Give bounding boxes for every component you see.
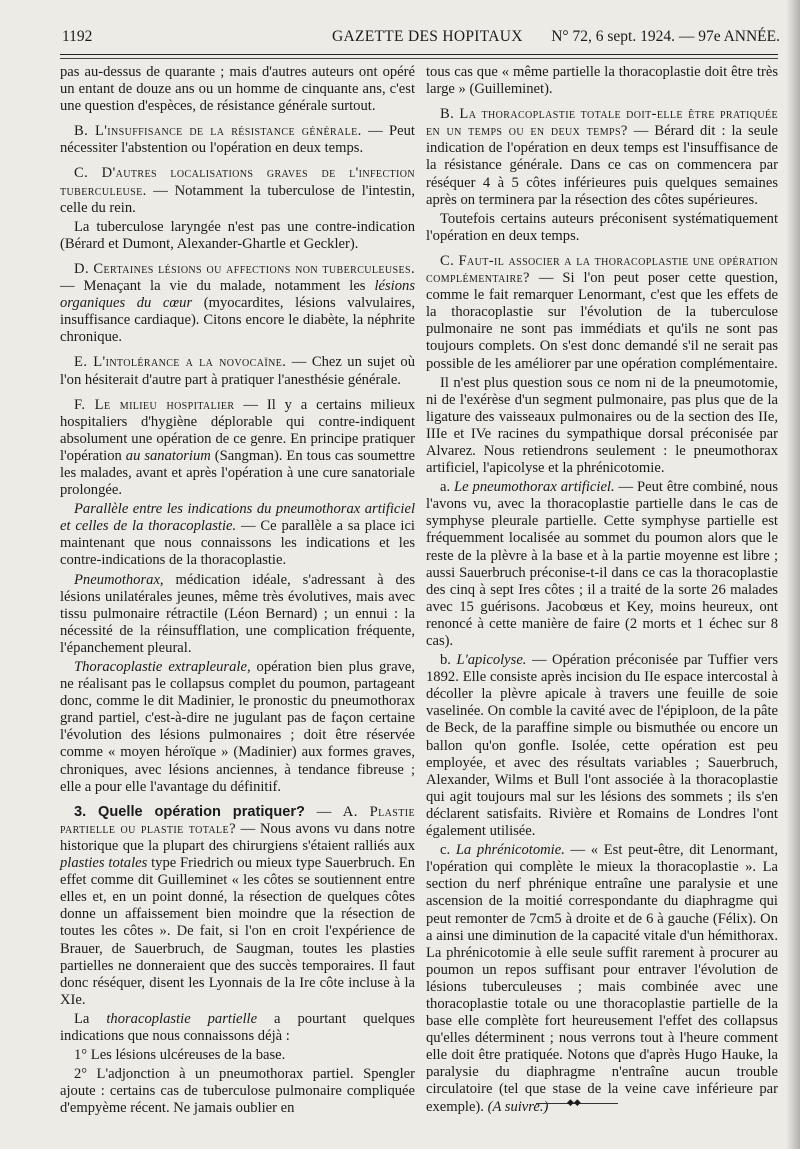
section-heading: F. Le milieu hospitalier	[74, 396, 235, 413]
paragraph: C. D'autres localisations graves de l'infection tuberculeuse. — Notamment la tuberculose de l'intestin, celle du rein.	[60, 165, 415, 216]
header-rule-thin	[60, 58, 778, 59]
paragraph: 3. Quelle opération pratiquer? — A. Plastie partielle ou plastie totale? — Nous avons vu dans notre historique que la plupart des chirurgiens s'étaient ralliés aux plasties totales type Friedrich ou mieux type Sauerbruch. En effet comme dit Guilleminet « les côtes se soutiennent entre elles et, en un point donné, la résection de quelques côtes donne un affaissement bien moindre que la résection de toutes les côtes ». De fait, si l'on en croit l'expérience de Brauer, de Sauerbruch, de Saugman, toutes les plasties partielles ne donneraient que des succès temporaires. Il faut donc réséquer, disent les Lyonnais de la Ire côte incluse à la XIe.	[60, 803, 415, 1008]
section-heading: Parallèle entre les indications du pneumothorax artificiel et celles de la thoracoplastie.	[60, 501, 415, 535]
paragraph: B. L'insuffisance de la résistance générale. — Peut nécessiter l'abstention ou l'opération en deux temps.	[60, 123, 415, 157]
paragraph: F. Le milieu hospitalier — Il y a certains milieux hospitaliers d'hygiène déplorable qui contre-indiquent absolument une opération de ce genre. En principe pratiquer l'opération au sanatorium (Sangman). En tous cas soumettre les malades, avant et après l'opération à une cure sanatoriale prolongée.	[60, 396, 415, 499]
list-item: 1° Les lésions ulcéreuses de la base.	[74, 1047, 286, 1064]
paragraph: pas au-dessus de quarante ; mais d'autres auteurs ont opéré un entant de douze ans ou un homme de cinquante ans, c'est une question d'espèces, de résistance générale surtout.	[60, 64, 415, 115]
continued-note: (A suivre.)	[487, 1098, 549, 1115]
section-heading: C. D'autres localisations graves de l'infection tuberculeuse.	[60, 165, 415, 199]
page-header	[62, 28, 780, 50]
section-heading: C. Faut-il associer a la thoracoplastie une opération complémentaire?	[426, 252, 778, 287]
paragraph: b. L'apicolyse. — Opération préconisée par Tuffier vers 1892. Elle consiste après incision du IIe espace intercostal à décoller la plèvre apicale à travers une feuille de soie vaselinée. On comble la cavité avec de l'épiploon, de la pâte de Beck, de la paraffine simple ou bismuthée ou encore un ballon qu'on gonfle. Isolée, cette opération est peu employée, et avec des résultats variables ; Sauerbruch, Alexander, Wilms et Bull l'ont associée à la thoracoplastie qui agit toujours mal sur les lésions des sommets ; ils s'en déclarent satisfaits. Rivière et Romains de Londres l'ont également utilisée.	[426, 652, 779, 840]
paragraph: Parallèle entre les indications du pneumothorax artificiel et celles de la thoracoplastie. — Ce parallèle a sa place ici maintenant que nous connaissons les indications et les contre-indications de la thoracoplastie.	[60, 501, 415, 569]
paragraph: C. Faut-il associer a la thoracoplastie une opération complémentaire? — Si l'on peut poser cette question, comme le fait remarquer Lenormant, c'est que les effets de la thoracoplastie sur l'évolution de la tuberculose pulmonaire ne sont pas immédiats et qu'ils ne sont pas toujours complets. On s'est donc demandé s'il ne serait pas possible de les améliorer par une opération complémentaire.	[426, 252, 778, 372]
paragraph: La thoracoplastie partielle a pourtant quelques indications que nous connaissons déjà :	[60, 1010, 415, 1044]
paragraph: Il n'est plus question sous ce nom ni de la pneumotomie, ni de l'exérèse d'un segment pulmonaire, pas plus que de la ligature des vaisseaux pulmonaires ou de la section des IIe, IIIe et IVe racines du sympathique dorsal préconisée par Alvarez. Nous retiendrons seulement : le pneumothorax artificiel, l'apicolyse et la phrénicotomie.	[426, 374, 778, 477]
section-heading: Le pneumothorax artificiel.	[454, 479, 615, 496]
section-heading: E. L'intolérance a la novocaïne.	[74, 354, 287, 371]
paragraph: Thoracoplastie extrapleurale, opération bien plus grave, ne réalisant pas le collapsus complet du poumon, partageant donc, comme le dit Madinier, le pronostic du pneumothorax grand partiel, c'est-à-dire ne jugulant pas de façon certaine l'évolution des lésions pulmonaires ; doit être réservée comme « moyen héroïque » (Madinier) aux formes graves, chroniques, avec lésions anciennes, à tendance fibreuse ; elle a pour elle l'avantage du définitif.	[60, 659, 415, 795]
divider-ornament-icon: ◆◆	[567, 1098, 581, 1108]
paragraph: E. L'intolérance a la novocaïne. — Chez un sujet où l'on hésiterait d'autre part à pratiquer l'anesthésie générale.	[60, 354, 416, 388]
paragraph: B. La thoracoplastie totale doit-elle être pratiquée en un temps ou en deux temps? — Bérard dit : la seule indication de l'opération en deux temps est l'insuffisance de la résistance générale. Dans ce cas on commencera par réséquer 4 à 5 côtes inférieures puis quelques semaines après on terminera par la résection des côtes supérieures.	[426, 106, 778, 208]
page-number: 1192	[62, 28, 93, 45]
header-rule	[60, 54, 778, 55]
section-heading: 3. Quelle opération pratiquer?	[74, 803, 305, 820]
section-heading: B. L'insuffisance de la résistance générale.	[74, 123, 362, 140]
paragraph: tous cas que « même partielle la thoracoplastie doit être très large » (Guilleminet).	[426, 64, 778, 98]
section-heading: La phrénicotomie.	[455, 842, 565, 859]
paragraph: La tuberculose laryngée n'est pas une contre-indication (Bérard et Dumont, Alexander-Ghartle et Geckler).	[60, 218, 415, 252]
section-heading: L'apicolyse.	[456, 652, 527, 669]
paragraph: D. Certaines lésions ou affections non tuberculeuses. — Menaçant la vie du malade, notamment les lésions organiques du cœur (myocardites, lésions valvulaires, insuffisance cardiaque). Citons encore le diabète, la néphrite chronique.	[60, 260, 415, 346]
section-heading: B. La thoracoplastie totale doit-elle être pratiquée en un temps ou en deux temps?	[426, 106, 778, 140]
paragraph: c. La phrénicotomie. — « Est peut-être, dit Lenormant, l'opération qui complète le mieux la thoracoplastie ». La section du nerf phrénique entraîne une paralysie et une ascension de la moitié correspondante du diaphragme qui peut remonter de 7cm5 à droite et de 6 à gauche (Félix). On a ainsi une diminution de la capacité vitale d'un hémithorax. La phrénicotomie à elle seule suffit rarement à procurer au poumon un repos suffisant pour entraver l'évolution de lésions tuberculeuses ; mais combinée avec une thoracoplastie totale ou une thoracoplastie partielle de la base elle complète fort heureusement l'effet des collapsus qu'elles déterminent ; nous verrons tout à l'heure comment elle doit être pratiquée. Notons que d'après Hugo Hauke, la paralysie du diaphragme n'entraîne aucun trouble circulatoire (tel que stase de la veine cave inférieure par exemple). (A suivre.)	[426, 842, 779, 1115]
paragraph: Pneumothorax, médication idéale, s'adressant à des lésions unilatérales jeunes, même très évolutives, mais avec tissu pulmonaire rétractile (Léon Bernard) ; un ennui : la nécessité de la réinsufflation, une complication fréquente, l'épanchement pleural.	[60, 571, 415, 656]
list-item: 2° L'adjonction à un pneumothorax partiel. Spengler ajoute : certains cas de tuberculose pulmonaire compliquée d'empyème récent. Ne jamais oublier en	[60, 1066, 415, 1117]
page-edge-shadow	[786, 0, 800, 1149]
journal-title: GAZETTE DES HOPITAUX	[332, 28, 523, 45]
right-column	[426, 64, 778, 1118]
paragraph: a. Le pneumothorax artificiel. — Peut être combiné, nous l'avons vu, avec la thoracoplastie partielle dans le cas de symphyse pleurale partielle. Cette symphyse partielle est fréquemment localisée au sommet du poumon alors que le reste de la plèvre à la base et à la partie moyenne est libre ; aussi Sauerbruch préconise-t-il dans ce cas la thoracoplastie des cinq à sept Ires côtes ; il a traité de la sorte 26 malades avec 15 guérisons. Jacobœus et Key, moins heureux, ont renoncé à cette manière de faire (2 morts et 1 échec sur 8 cas).	[426, 479, 779, 649]
issue-info: N° 72, 6 sept. 1924. — 97e ANNÉE.	[551, 28, 780, 45]
left-column	[60, 64, 415, 1119]
paragraph: Toutefois certains auteurs préconisent systématiquement l'opération en deux temps.	[426, 210, 778, 244]
section-heading: D. Certaines lésions ou affections non tuberculeuses.	[74, 260, 415, 277]
